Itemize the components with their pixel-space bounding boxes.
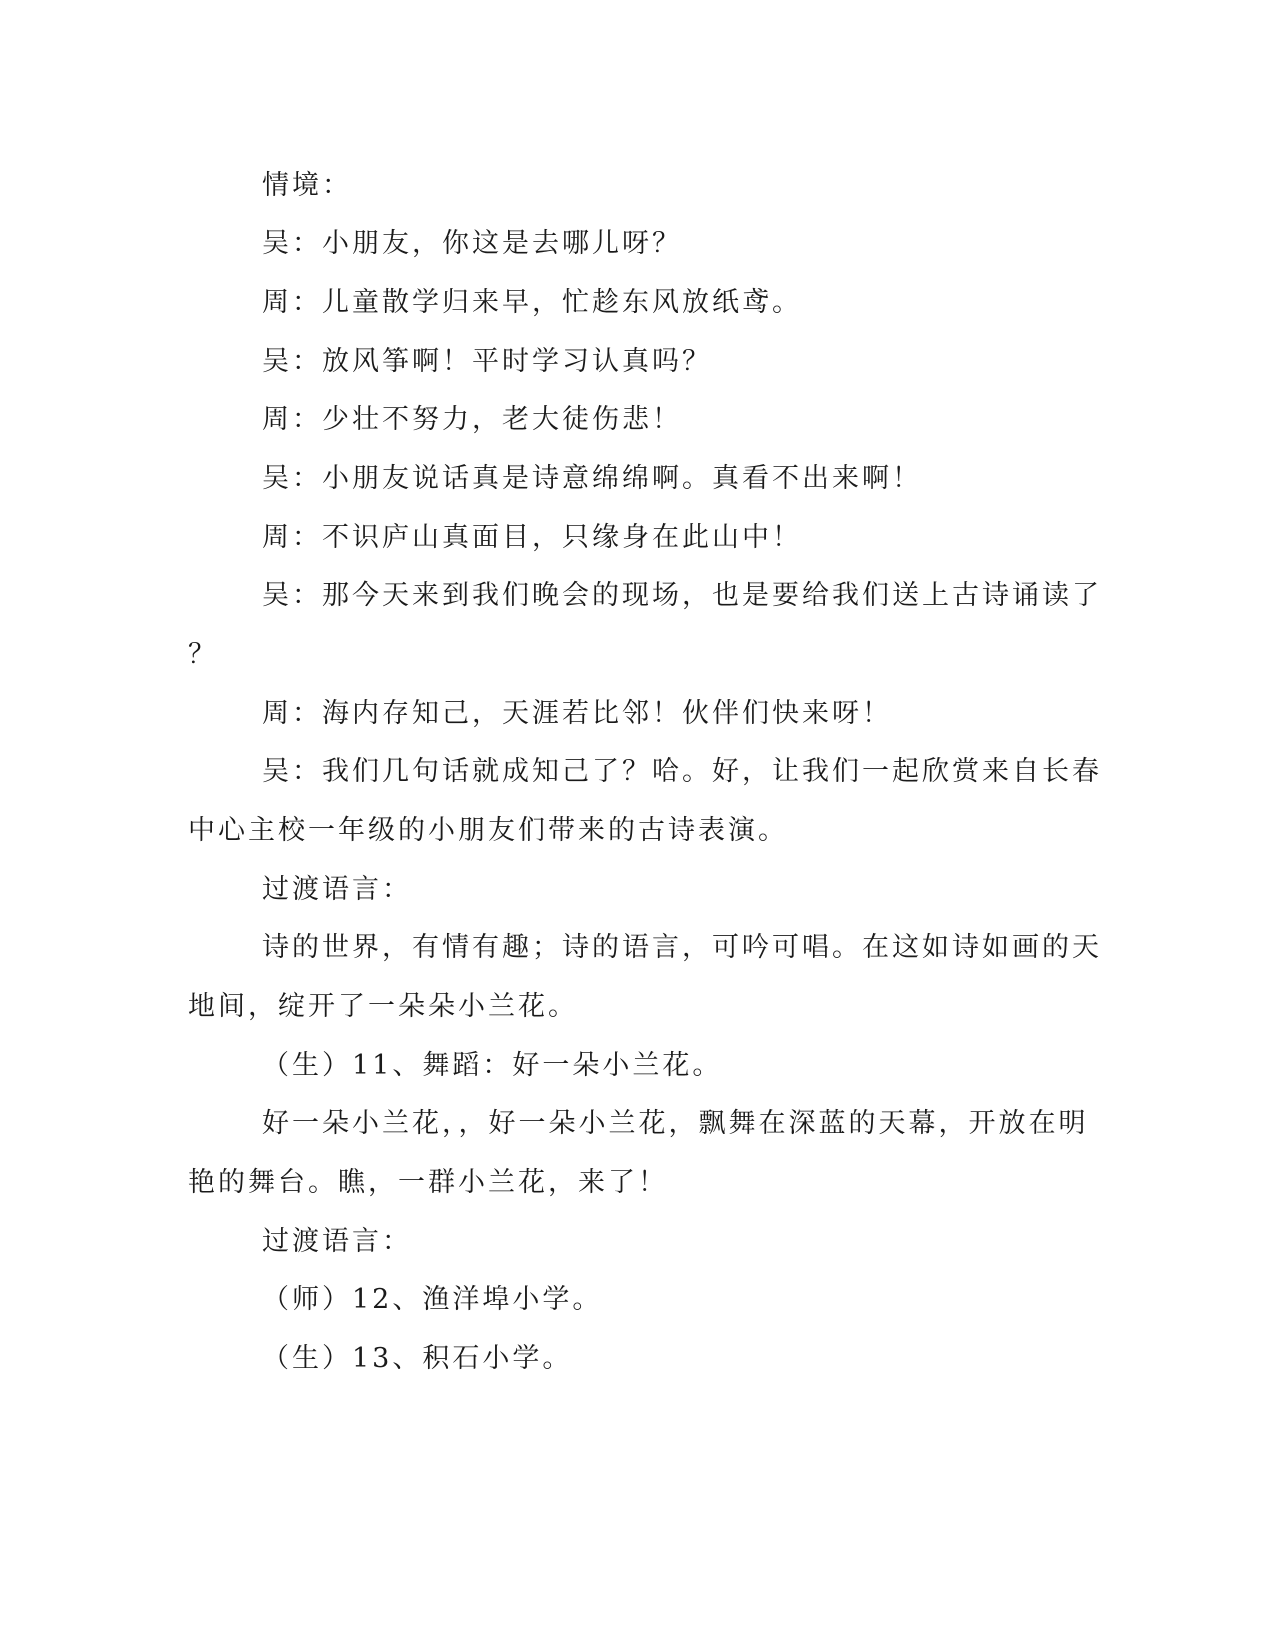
paragraph-line: 周：不识庐山真面目，只缘身在此山中！ xyxy=(262,522,802,553)
paragraph-line: （生）13、积石小学。 xyxy=(262,1343,573,1374)
paragraph-line: 周：海内存知己，天涯若比邻！伙伴们快来呀！ xyxy=(262,698,892,729)
paragraph-line: 过渡语言： xyxy=(262,874,412,905)
paragraph-line: ？ xyxy=(188,639,218,670)
paragraph-line: 吴：小朋友说话真是诗意绵绵啊。真看不出来啊！ xyxy=(262,463,922,494)
paragraph-line: 艳的舞台。瞧，一群小兰花，来了！ xyxy=(188,1167,668,1198)
paragraph-line: （师）12、渔洋埠小学。 xyxy=(262,1284,603,1315)
paragraph-line: 地间，绽开了一朵朵小兰花。 xyxy=(188,991,578,1022)
paragraph-line: 周：儿童散学归来早，忙趁东风放纸鸢。 xyxy=(262,287,802,318)
paragraph-line: 过渡语言： xyxy=(262,1226,412,1257)
paragraph-line: 吴：放风筝啊！平时学习认真吗？ xyxy=(262,346,712,377)
paragraph-line: （生）11、舞蹈：好一朵小兰花。 xyxy=(262,1050,723,1081)
paragraph-line: 吴：小朋友，你这是去哪儿呀？ xyxy=(262,228,682,259)
paragraph-line: 吴：我们几句话就成知己了？哈。好，让我们一起欣赏来自长春 xyxy=(262,756,1102,787)
paragraph-line: 中心主校一年级的小朋友们带来的古诗表演。 xyxy=(188,815,788,846)
paragraph-line: 好一朵小兰花，，好一朵小兰花，飘舞在深蓝的天幕，开放在明 xyxy=(262,1108,1089,1139)
paragraph-line: 吴：那今天来到我们晚会的现场，也是要给我们送上古诗诵读了 xyxy=(262,580,1102,611)
paragraph-line: 情境： xyxy=(262,170,352,201)
paragraph-line: 诗的世界，有情有趣；诗的语言，可吟可唱。在这如诗如画的天 xyxy=(262,932,1102,963)
paragraph-line: 周：少壮不努力，老大徒伤悲！ xyxy=(262,404,682,435)
